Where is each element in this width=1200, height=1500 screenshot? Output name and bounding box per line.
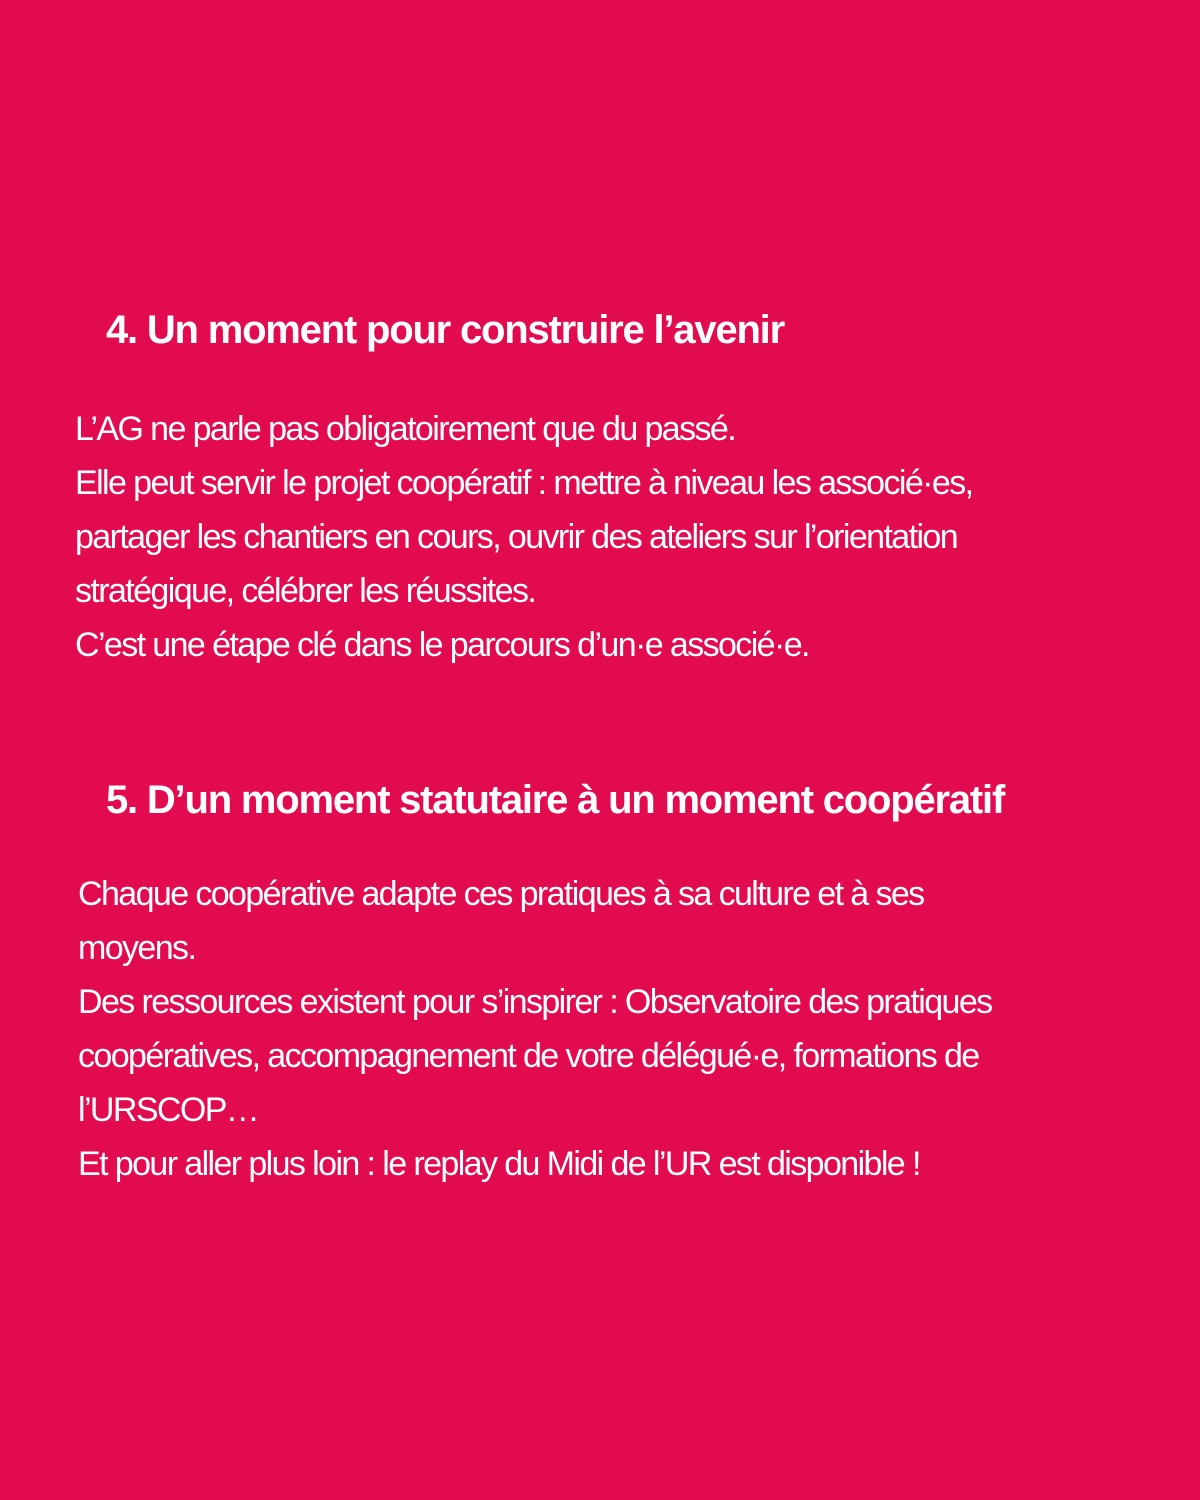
body-line: moyens.	[78, 929, 196, 967]
section-heading: 5. D’un moment statutaire à un moment coopératif	[106, 778, 1005, 822]
body-line: Et pour aller plus loin : le replay du Midi de l’UR est disponible !	[78, 1145, 920, 1183]
body-line: Des ressources existent pour s’inspirer : Observatoire des pratiques	[78, 983, 992, 1021]
section-body	[78, 867, 992, 1191]
body-line: l’URSCOP…	[78, 1091, 259, 1129]
body-line: partager les chantiers en cours, ouvrir des ateliers sur l’orientation	[75, 518, 958, 556]
section-body	[75, 402, 972, 672]
body-line: Elle peut servir le projet coopératif : mettre à niveau les associé·es,	[75, 464, 973, 502]
section-heading: 4. Un moment pour construire l’avenir	[106, 308, 784, 352]
body-line: L’AG ne parle pas obligatoirement que du passé.	[75, 410, 736, 448]
body-line: coopératives, accompagnement de votre délégué·e, formations de	[78, 1037, 979, 1075]
body-line: stratégique, célébrer les réussites.	[75, 572, 536, 610]
body-line: Chaque coopérative adapte ces pratiques à sa culture et à ses	[78, 875, 924, 913]
body-line: C’est une étape clé dans le parcours d’un·e associé·e.	[75, 626, 809, 664]
